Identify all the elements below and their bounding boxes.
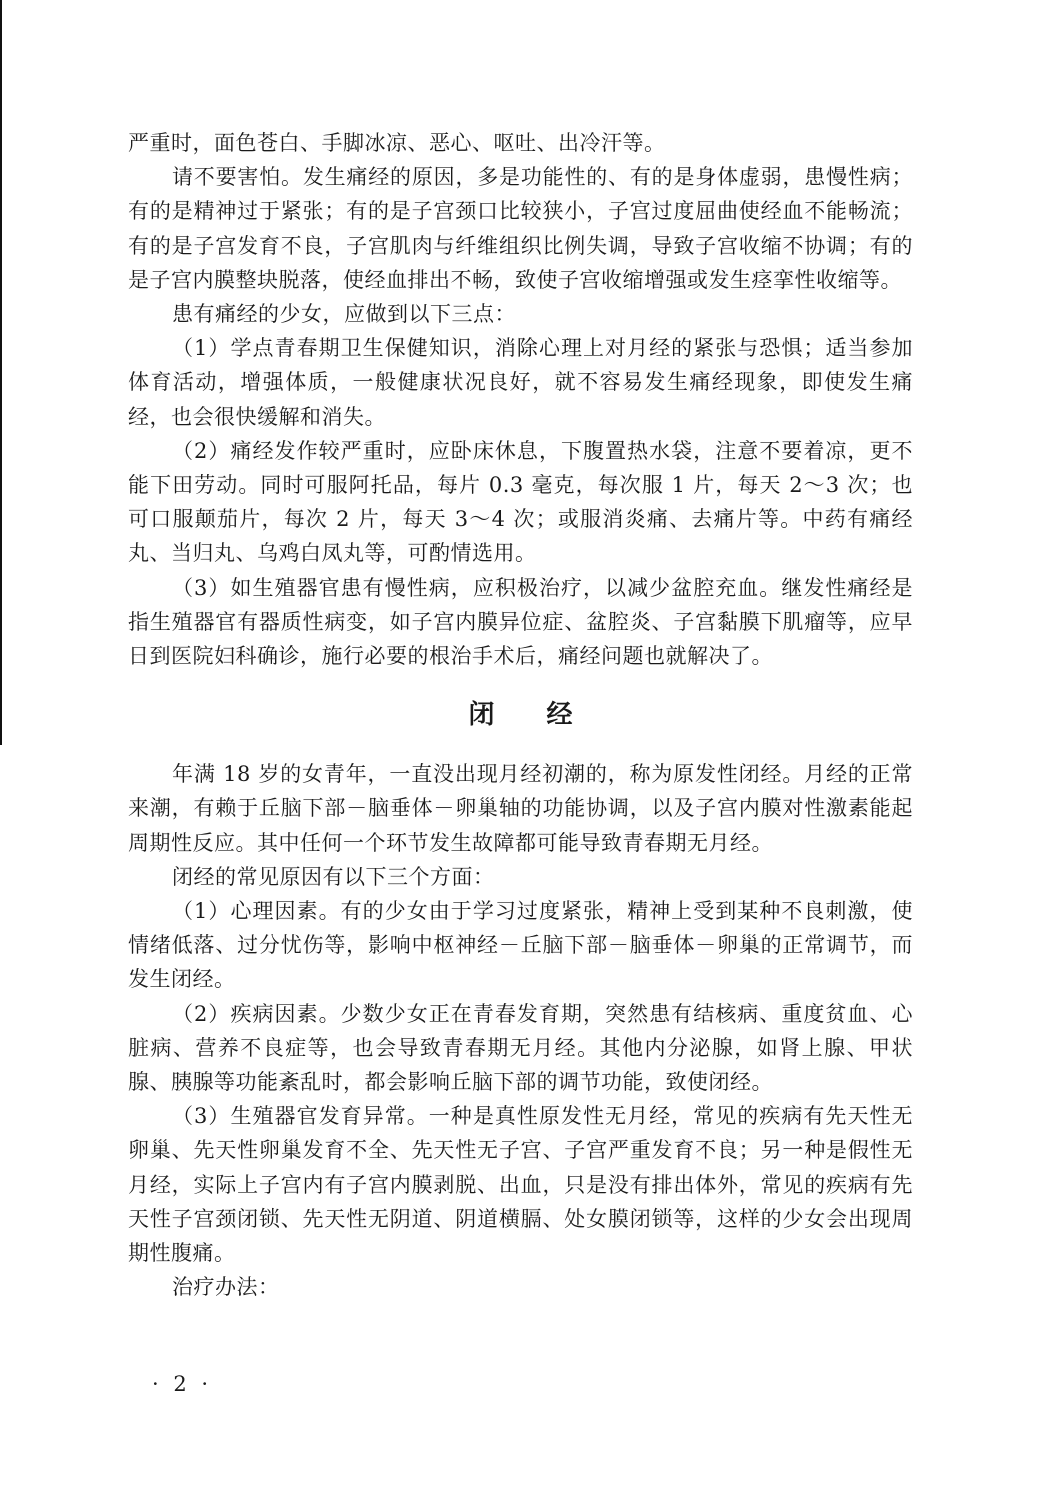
- page-number: · 2 ·: [152, 1372, 213, 1396]
- paragraph: 严重时，面色苍白、手脚冰凉、恶心、呕吐、出冷汗等。: [128, 131, 666, 155]
- page-body: [128, 126, 913, 1305]
- paragraph: （3）如生殖器官患有慢性病，应积极治疗，以减少盆腔充血。继发性痛经是指生殖器官有器质性病变，如子宫内膜异位症、盆腔炎、子宫黏膜下肌瘤等，应早日到医院妇科确诊，施行必要的根治手术后，痛经问题也就解决了。: [128, 575, 913, 669]
- paragraph: （1）心理因素。有的少女由于学习过度紧张，精神上受到某种不良刺激，使情绪低落、过分忧伤等，影响中枢神经－丘脑下部－脑垂体－卵巢的正常调节，而发生闭经。: [128, 899, 913, 992]
- paragraph: 请不要害怕。发生痛经的原因，多是功能性的、有的是身体虚弱，患慢性病；有的是精神过于紧张；有的是子宫颈口比较狭小，子宫过度屈曲使经血不能畅流；有的是子宫发育不良，子宫肌肉与纤维组织比例失调，导致子宫收缩不协调；有的是子宫内膜整块脱落，使经血排出不畅，致使子宫收缩增强或发生痉挛性收缩等。: [128, 165, 913, 292]
- paragraph: （1）学点青春期卫生保健知识，消除心理上对月经的紧张与恐惧；适当参加体育活动，增强体质，一般健康状况良好，就不容易发生痛经现象，即使发生痛经，也会很快缓解和消失。: [128, 336, 913, 429]
- section-painful-menstruation: [128, 126, 913, 673]
- left-margin-rule: [0, 0, 2, 745]
- paragraph: （3）生殖器官发育异常。一种是真性原发性无月经，常见的疾病有先天性无卵巢、先天性卵巢发育不全、先天性无子宫、子宫严重发育不良；另一种是假性无月经，实际上子宫内有子宫内膜剥脱、出血，只是没有排出体外，常见的疾病有先天性子宫颈闭锁、先天性无阴道、阴道横膈、处女膜闭锁等，这样的少女会出现周期性腹痛。: [128, 1104, 913, 1266]
- paragraph: 患有痛经的少女，应做到以下三点：: [172, 302, 516, 327]
- section-heading-amenorrhea: 闭经: [468, 700, 625, 731]
- section-amenorrhea: [128, 757, 913, 1304]
- paragraph: 治疗办法：: [172, 1275, 280, 1300]
- paragraph: （2）疾病因素。少数少女正在青春发育期，突然患有结核病、重度贫血、心脏病、营养不良症等，也会导致青春期无月经。其他内分泌腺，如肾上腺、甲状腺、胰腺等功能紊乱时，都会影响丘脑下部的调节功能，致使闭经。: [128, 1001, 913, 1095]
- paragraph: 闭经的常见原因有以下三个方面：: [172, 864, 495, 889]
- paragraph: （2）痛经发作较严重时，应卧床休息，下腹置热水袋，注意不要着凉，更不能下田劳动。同时可服阿托品，每片 0.3 毫克，每次服 1 片，每天 2～3 次；也可口服颠茄片，每次 2 片，每天 3～4 次；或服消炎痛、去痛片等。中药有痛经丸、当归丸、乌鸡白凤丸等，可酌情选用。: [128, 438, 913, 566]
- paragraph: 年满 18 岁的女青年，一直没出现月经初潮的，称为原发性闭经。月经的正常来潮，有赖于丘脑下部－脑垂体－卵巢轴的功能协调，以及子宫内膜对性激素能起周期性反应。其中任何一个环节发生故障都可能导致青春期无月经。: [128, 762, 913, 855]
